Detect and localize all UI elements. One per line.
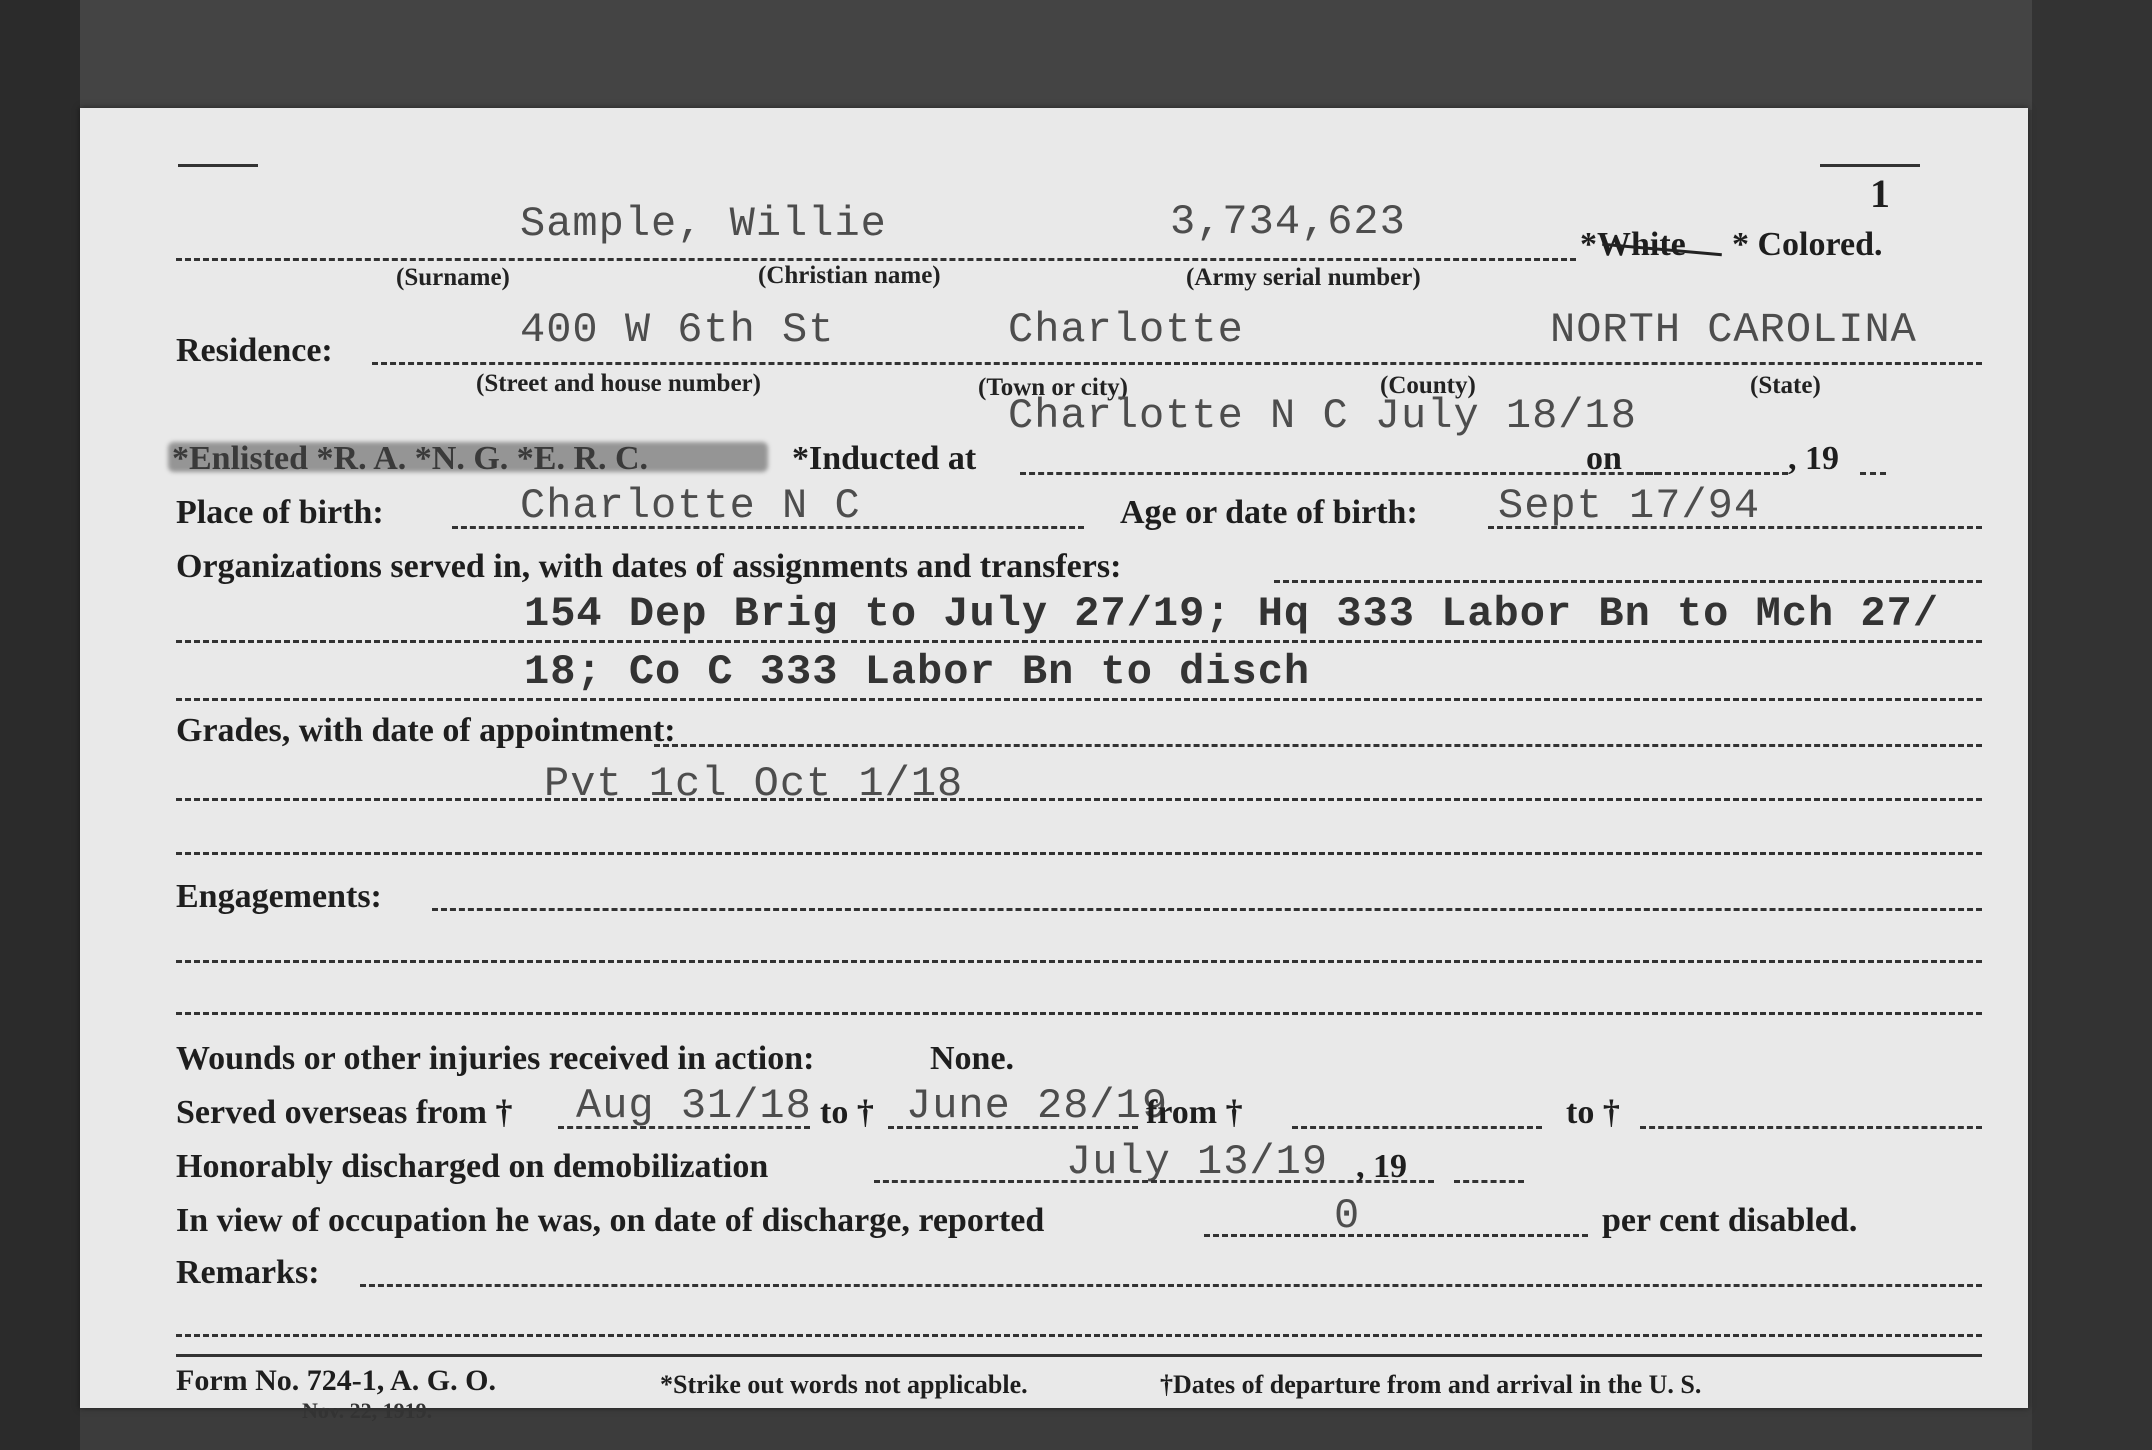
discharge-date: July 13/19 (1066, 1138, 1329, 1186)
white-option: *White (1580, 226, 1686, 263)
army-serial-number: 3,734,623 (1170, 198, 1406, 246)
inducted-on-line (1638, 472, 1788, 475)
discharge-line (874, 1180, 1434, 1183)
residence-state: NORTH CAROLINA (1550, 306, 1917, 354)
form-date: Nov. 22, 1919. (302, 1398, 433, 1423)
enlisted-options: *Enlisted *R. A. *N. G. *E. R. C. (172, 440, 649, 477)
caption-state: (State) (1750, 372, 1821, 399)
remarks-line-1 (360, 1284, 1982, 1287)
overseas-departure-date: Aug 31/18 (576, 1082, 812, 1130)
place-of-birth-label: Place of birth: (176, 494, 384, 531)
discharge-year-line (1454, 1180, 1524, 1183)
served-overseas-label: Served overseas from † (176, 1094, 513, 1131)
top-left-rule (178, 164, 258, 167)
date-of-birth-label: Age or date of birth: (1120, 494, 1418, 531)
disability-percent: 0 (1334, 1192, 1361, 1240)
caption-serial-number: (Army serial number) (1186, 264, 1421, 291)
overseas-to2-line (1640, 1126, 1982, 1129)
induction-place-date: Charlotte N C July 18/18 (1008, 392, 1637, 440)
footer-rule (176, 1354, 1982, 1357)
dates-note: †Dates of departure from and arrival in the U. S. (1160, 1370, 1702, 1399)
remarks-label: Remarks: (176, 1254, 320, 1291)
residence-line (372, 362, 1982, 365)
caption-surname: (Surname) (396, 264, 510, 291)
soldier-name: Sample, Willie (520, 200, 887, 248)
inducted-year-line (1860, 472, 1886, 475)
organizations-label: Organizations served in, with dates of assignments and transfers: (176, 548, 1122, 585)
date-of-birth-line (1488, 526, 1982, 529)
remarks-line-2 (176, 1334, 1982, 1337)
scan-background-left (0, 0, 80, 1450)
colored-option: * Colored. (1732, 226, 1883, 263)
inducted-on-label: on (1586, 440, 1622, 477)
engagements-line-2 (176, 960, 1982, 963)
disability-line (1204, 1234, 1588, 1237)
overseas-from2-line (1292, 1126, 1542, 1129)
grades-underline-2 (176, 852, 1982, 855)
caption-county: (County) (1380, 372, 1476, 399)
name-line (176, 258, 1576, 261)
service-record-card (80, 108, 2028, 1423)
wounds-value: None. (930, 1040, 1015, 1077)
form-number: Form No. 724-1, A. G. O. (176, 1364, 496, 1397)
scan-background-top (0, 0, 2152, 110)
grades-value: Pvt 1cl Oct 1/18 (544, 760, 964, 808)
strike-note: *Strike out words not applicable. (660, 1370, 1028, 1399)
wounds-label: Wounds or other injuries received in action: (176, 1040, 815, 1077)
overseas-to-label: to † (820, 1094, 874, 1131)
disability-suffix: per cent disabled. (1602, 1202, 1858, 1239)
card-number: 1 (1870, 171, 1890, 216)
overseas-from2-label: from † (1146, 1094, 1243, 1131)
residence-town: Charlotte (1008, 306, 1244, 354)
inducted-at-label: *Inducted at (792, 440, 977, 477)
grades-underline-1 (176, 798, 1982, 801)
organizations-underline-1 (176, 640, 1982, 643)
overseas-departure-line (558, 1126, 810, 1129)
grades-label: Grades, with date of appointment: (176, 712, 676, 749)
organizations-line-2: 18; Co C 333 Labor Bn to disch (524, 648, 1311, 696)
residence-street: 400 W 6th St (520, 306, 835, 354)
organizations-label-line (1274, 580, 1982, 583)
engagements-line-1 (432, 908, 1982, 911)
disability-label: In view of occupation he was, on date of discharge, reported (176, 1202, 1045, 1239)
organizations-line-1: 154 Dep Brig to July 27/19; Hq 333 Labor Bn to Mch 27/ (524, 590, 1940, 638)
overseas-arrival-line (888, 1126, 1138, 1129)
discharge-year-label: , 19 (1356, 1148, 1407, 1185)
grades-label-line (654, 744, 1982, 747)
scan-background-right (2032, 0, 2152, 1450)
top-right-rule (1820, 164, 1920, 167)
overseas-to2-label: to † (1566, 1094, 1620, 1131)
place-of-birth: Charlotte N C (520, 482, 861, 530)
overseas-arrival-date: June 28/19 (906, 1082, 1169, 1130)
inducted-at-line (1020, 472, 1660, 475)
discharge-label: Honorably discharged on demobilization (176, 1148, 769, 1185)
caption-christian-name: (Christian name) (758, 262, 941, 289)
caption-town: (Town or city) (978, 374, 1128, 401)
inducted-year-label: , 19 (1788, 440, 1839, 477)
engagements-line-3 (176, 1012, 1982, 1015)
organizations-underline-2 (176, 698, 1982, 701)
date-of-birth: Sept 17/94 (1498, 482, 1761, 530)
residence-label: Residence: (176, 332, 333, 369)
caption-street: (Street and house number) (476, 370, 761, 397)
place-of-birth-line (452, 526, 1084, 529)
engagements-label: Engagements: (176, 878, 382, 915)
